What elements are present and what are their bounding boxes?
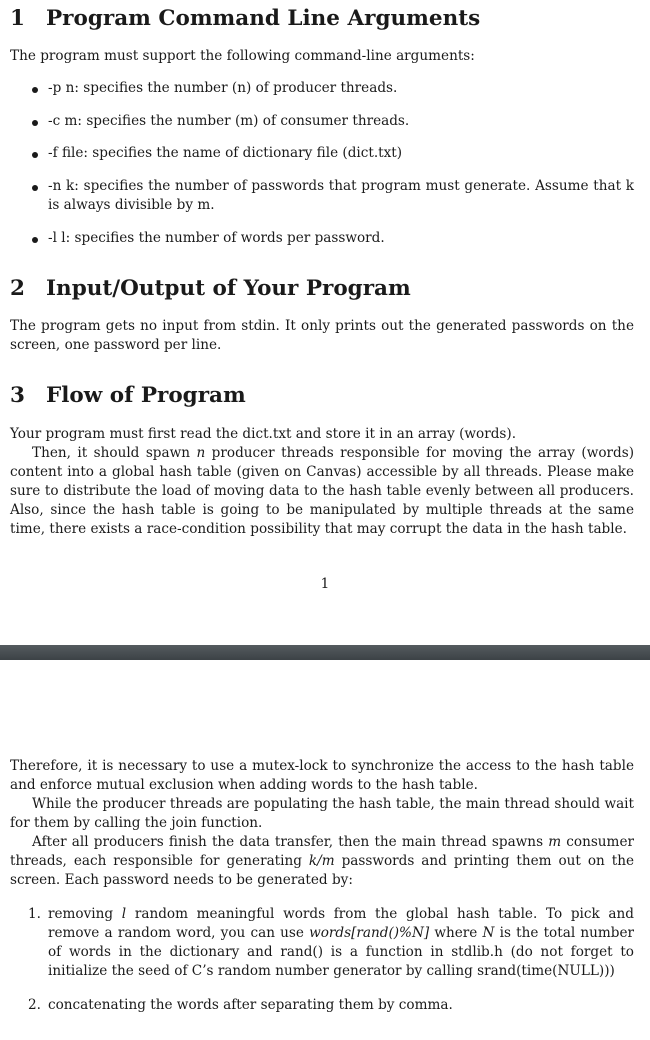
document-page-2 [0,660,650,1040]
argument-item-l: -l l: specifies the number of words per password. [48,230,385,246]
para-text: passwords and printing them out on the screen. Each password needs to be generated by: [10,853,634,888]
section-1-number: 1 [10,6,25,31]
section-1-title: Program Command Line Arguments [46,6,481,31]
math-expression: words[rand()%N] [309,925,430,941]
enumeration-label: 1. [28,906,41,922]
step-1-text [48,905,634,981]
math-variable-l: l [121,906,127,922]
section-1-intro: The program must support the following command-line arguments: [10,48,475,64]
page-2-paragraph-1: Therefore, it is necessary to use a mutex-lock to synchronize the access to the hash table and enforce mutual exclusion when adding words to the hash table. [10,758,634,793]
argument-item-p: -p n: specifies the number (n) of producer threads. [48,80,398,96]
page-2-paragraph-3 [10,833,634,890]
section-2-heading [10,276,411,301]
bullet-marker [32,120,38,126]
step-2-text: concatenating the words after separating them by comma. [48,997,453,1013]
section-3-paragraph-2 [10,444,634,539]
enumeration-label: 2. [28,997,41,1013]
bullet-marker [32,237,38,243]
page-separator [0,645,650,660]
section-2-body: The program gets no input from stdin. It only prints out the generated passwords on the screen, one password per line. [10,318,634,353]
section-3-paragraph-1: Your program must first read the dict.txt and store it in an array (words). [10,426,517,442]
bullet-marker [32,152,38,158]
math-variable-m: m [548,834,562,850]
argument-item-c: -c m: specifies the number (m) of consumer threads. [48,113,410,129]
para-text: where [429,925,483,941]
page-2-paragraph-2: While the producer threads are populating the hash table, the main thread should wait for them by calling the join function. [10,796,634,831]
section-3-heading [10,383,246,408]
math-variable-n: N [482,925,495,941]
para-text: After all producers finish the data transfer, then the main thread spawns [32,834,549,850]
section-2-title: Input/Output of Your Program [46,276,411,301]
para-text: random meaningful words from the global hash table. To pick and remove a random word, you can use [48,906,634,941]
bullet-marker [32,87,38,93]
para-text: producer threads responsible for moving the array (words) content into a global hash table (given on Canvas) accessible by all threads. Please make sure to distribute the load of moving data to the hash table evenly between all producers. Also, since the hash table is going to be manipulated by multiple threads at the same time, there exists a race-condition possibility that may corrupt the data in the hash table. [10,445,634,537]
math-variable-n: n [196,445,206,461]
bullet-marker [32,185,38,191]
para-text: removing [48,906,122,922]
argument-item-n: -n k: specifies the number of passwords that program must generate. Assume that k is always divisible by m. [48,178,634,213]
page-number: 1 [320,576,330,592]
para-text: is the total number of words in the dictionary and rand() is a function in stdlib.h (do not forget to initialize the seed of C’s random number generator by calling srand(time(NULL))) [48,925,634,979]
para-text: consumer threads, each responsible for generating [10,834,634,869]
math-variable-k-over-m: k/m [308,853,335,869]
argument-item-f: -f file: specifies the name of dictionary file (dict.txt) [48,145,403,161]
para-text: Then, it should spawn [32,445,197,461]
section-3-title: Flow of Program [46,383,246,408]
section-1-heading [10,6,480,31]
section-3-number: 3 [10,383,25,408]
section-2-number: 2 [10,276,25,301]
